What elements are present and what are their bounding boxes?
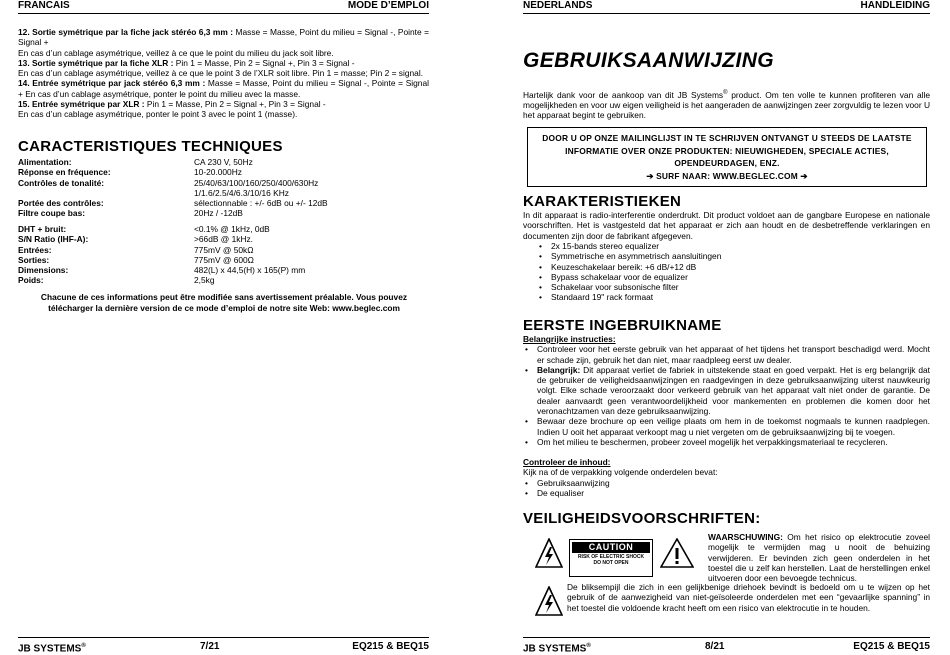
- footer-brand: JB SYSTEMS®: [523, 643, 591, 655]
- spec-row: Réponse en fréquence: 10-20.000Hz: [18, 167, 242, 178]
- right-footer: [523, 637, 930, 655]
- website-link[interactable]: ➔ SURF NAAR: WWW.BEGLEC.COM ➔: [646, 170, 808, 181]
- item-15: 15. Entrée symétrique par XLR : Pin 1 = Masse, Pin 2 = Signal +, Pin 3 = Signal -: [18, 99, 326, 110]
- caution-line-2: DO NOT OPEN: [593, 560, 629, 566]
- list-item: • Controleer voor het eerste gebruik van het apparaat of het tijdens het transport beschadigd werd. Mocht er schade zijn, gebruik het dan niet, maar raadpleeg eerst uw dealer.: [523, 344, 930, 365]
- spec-row: Contrôles de tonalité: 25/40/63/100/160/250/400/630Hz: [18, 177, 319, 188]
- manual-label: HANDLEIDING: [860, 0, 930, 11]
- item-13-note: En cas d’un cablage asymétrique, veillez à ce que le point 3 de l’XLR soit libre. Pin 1 = masse; Pin 2 = signal.: [18, 68, 424, 79]
- page-title: GEBRUIKSAANWIJZING: [523, 49, 775, 72]
- footer-brand: JB SYSTEMS®: [18, 643, 86, 655]
- mailinglist-text: DOOR U OP ONZE MAILINGLIJST IN TE SCHRIJVEN ONTVANGT U STEEDS DE LAATSTE INFORMATIE OVER ONZE PRODUKTEN: NIEUWIGHEDEN, SPECIALE ACTIES, OPENDEURDAGEN, ENZ.: [542, 133, 912, 168]
- list-item: • Om het milieu te beschermen, probeer zoveel mogelijk het verpakkingsmateriaal te recycleren.: [523, 437, 930, 447]
- spec-row: Dimensions: 482(L) x 44,5(H) x 165(P) mm: [18, 265, 306, 276]
- list-item: • Gebruiksaanwijzing: [523, 478, 930, 488]
- list-item: • Bewaar deze brochure op een veilige plaats om hem in de toekomst nogmaals te kunnen raadplegen. Indien U ooit het apparaat verkoopt mag u niet vergeten om de gebruiksaanwijzing bij te voegen.: [523, 416, 930, 437]
- language-label: FRANCAIS: [18, 0, 70, 11]
- footer-model: EQ215 & BEQ15: [352, 641, 429, 652]
- disclaimer-notice: Chacune de ces informations peut être modifiée sans avertissement préalable. Vous pouvez télécharger la dernière version de ce mode d’emploi de notre site Web: www.beglec.com: [40, 292, 408, 313]
- caution-title: CAUTION: [572, 542, 650, 553]
- lightning-explanation: De bliksempijl die zich in een gelijkbenige driehoek bevindt is bedoeld om u te wijzen op het gebruik of de aanwezigheid van niet-geïsoleerde onderdelen met een “gevaarlijke spanning” in het toestel die voldoende kracht heeft om een risico van elektrocutie in te houden.: [567, 582, 930, 613]
- page-number: 8/21: [705, 641, 725, 652]
- electric-shock-warning-icon: [535, 538, 563, 568]
- list-item: • Schakelaar voor subsonische filter: [523, 282, 930, 292]
- safety-heading: VEILIGHEIDSVOORSCHRIFTEN:: [523, 510, 761, 527]
- caution-line-1: RISK OF ELECTRIC SHOCK: [577, 554, 645, 560]
- item-14: 14. Entrée symétrique par jack stéréo 6,3 mm : Masse = Masse, Point du milieu = Signal -, Pointe = Signal + En cas d’un cablage asymétrique, ponter le point du milieu avec la masse.: [18, 78, 429, 99]
- contents-intro: Kijk na of de verpakking volgende onderdelen bevat:: [523, 467, 718, 478]
- footer-model: EQ215 & BEQ15: [853, 641, 930, 652]
- right-header: [523, 0, 930, 14]
- spec-row: Entrées: 775mV @ 50kΩ: [18, 244, 254, 255]
- item-12: 12. Sortie symétrique par la fiche jack stéréo 6,3 mm : Masse = Masse, Point du milieu = Signal -, Pointe = Signal +: [18, 27, 429, 48]
- list-item: • Symmetrische en asymmetrisch aansluitingen: [523, 251, 930, 261]
- features-list: [523, 241, 930, 303]
- list-item: • De equaliser: [523, 488, 930, 498]
- page-number: 7/21: [200, 641, 220, 652]
- spec-row: Portée des contrôles: sélectionnable : +/- 6dB ou +/- 12dB: [18, 198, 328, 209]
- manual-label: MODE D’EMPLOI: [347, 0, 429, 11]
- mailinglist-box: [527, 127, 927, 187]
- list-item: • Keuzeschakelaar bereik: +6 dB/+12 dB: [523, 262, 930, 272]
- item-15-note: En cas d’un cablage asymétrique, ponter le point 3 avec le point 1 (masse).: [18, 109, 298, 120]
- list-item: • Bypass schakelaar voor de equalizer: [523, 272, 930, 282]
- item-12-note: En cas d’un cablage asymétrique, veillez à ce que le point du milieu du jack soit libre.: [18, 47, 334, 58]
- important-instructions-label: Belangrijke instructies:: [523, 334, 616, 344]
- contents-label: Controleer de inhoud:: [523, 457, 611, 467]
- warning-text: WAARSCHUWING: Om het risico op elektrocutie zoveel mogelijk te vermijden mag u nooit de behuizing verwijderen. Er bevinden zich geen onderdelen in het toestel die u zelf kan herstellen. Laat de herstellingen enkel uitvoeren door een bevoegde technicus.: [708, 532, 930, 584]
- specs-table: [18, 157, 429, 219]
- spec-row: S/N Ratio (IHF-A): >66dB @ 1kHz.: [18, 234, 254, 245]
- caution-label: [569, 539, 653, 577]
- list-item: • 2x 15-bands stereo equalizer: [523, 241, 930, 251]
- item-13: 13. Sortie symétrique par la fiche XLR : Pin 1 = Masse, Pin 2 = Signal +, Pin 3 = Signal -: [18, 57, 355, 68]
- specs-heading: CARACTERISTIQUES TECHNIQUES: [18, 138, 283, 155]
- spec-row: 1/1.6/2.5/4/6.3/10/16 KHz: [194, 187, 289, 198]
- contents-section: [523, 457, 930, 498]
- intro-paragraph: Hartelijk dank voor de aankoop van dit JB Systems® product. Om ten volle te kunnen profiteren van alle mogelijkheden en voor uw eigen veiligheid is het aangeraden de aanwijzingen zeer zorgvuldig te lezen voor U het apparaat begint te gebruiken.: [523, 89, 930, 121]
- spec-row: DHT + bruit: <0.1% @ 1kHz, 0dB: [18, 224, 270, 234]
- list-item: • Belangrijk: Dit apparaat verliet de fabriek in uitstekende staat en goed verpakt. Het is erg belangrijk dat de gebruiker de veiligheidsaanwijzingen en raadgevingen in deze gebruiksaanwijzing uiterst nauwkeurig volgt. Elke schade veroorzaakt door verkeerd gebruik van het apparaat valt niet onder de garantie. De dealer aanvaardt geen verantwoordelijkheid voor mankementen en problemen die komen door het veronachtzamen van deze gebruiksaanwijzing.: [523, 365, 930, 416]
- lightning-triangle-icon: [535, 586, 563, 616]
- left-header: [18, 0, 429, 14]
- specs-table-2: [18, 224, 429, 286]
- list-item: • Standaard 19" rack formaat: [523, 292, 930, 302]
- features-intro: In dit apparaat is radio-interferentie onderdrukt. Dit product voldoet aan de gangbare Europese en nationale voorschriften. Het is vastgesteld dat het apparaat er zich aan houdt en de desbetreffende verklaringen en documenten zijn door de fabrikant afgegeven.: [523, 210, 930, 241]
- left-footer: [18, 637, 429, 655]
- features-heading: KARAKTERISTIEKEN: [523, 193, 682, 210]
- spec-row: Alimentation: CA 230 V, 50Hz: [18, 157, 253, 167]
- spec-row: Sorties: 775mV @ 600Ω: [18, 254, 254, 265]
- spec-row: Poids: 2,5kg: [18, 275, 215, 286]
- language-label: NEDERLANDS: [523, 0, 593, 11]
- spec-row: Filtre coupe bas: 20Hz / -12dB: [18, 208, 243, 219]
- first-use-section: [523, 334, 930, 447]
- right-page: [523, 0, 930, 654]
- first-use-heading: EERSTE INGEBRUIKNAME: [523, 317, 722, 334]
- exclamation-warning-icon: [660, 538, 694, 568]
- connection-items: [18, 27, 429, 120]
- left-page: [18, 0, 429, 654]
